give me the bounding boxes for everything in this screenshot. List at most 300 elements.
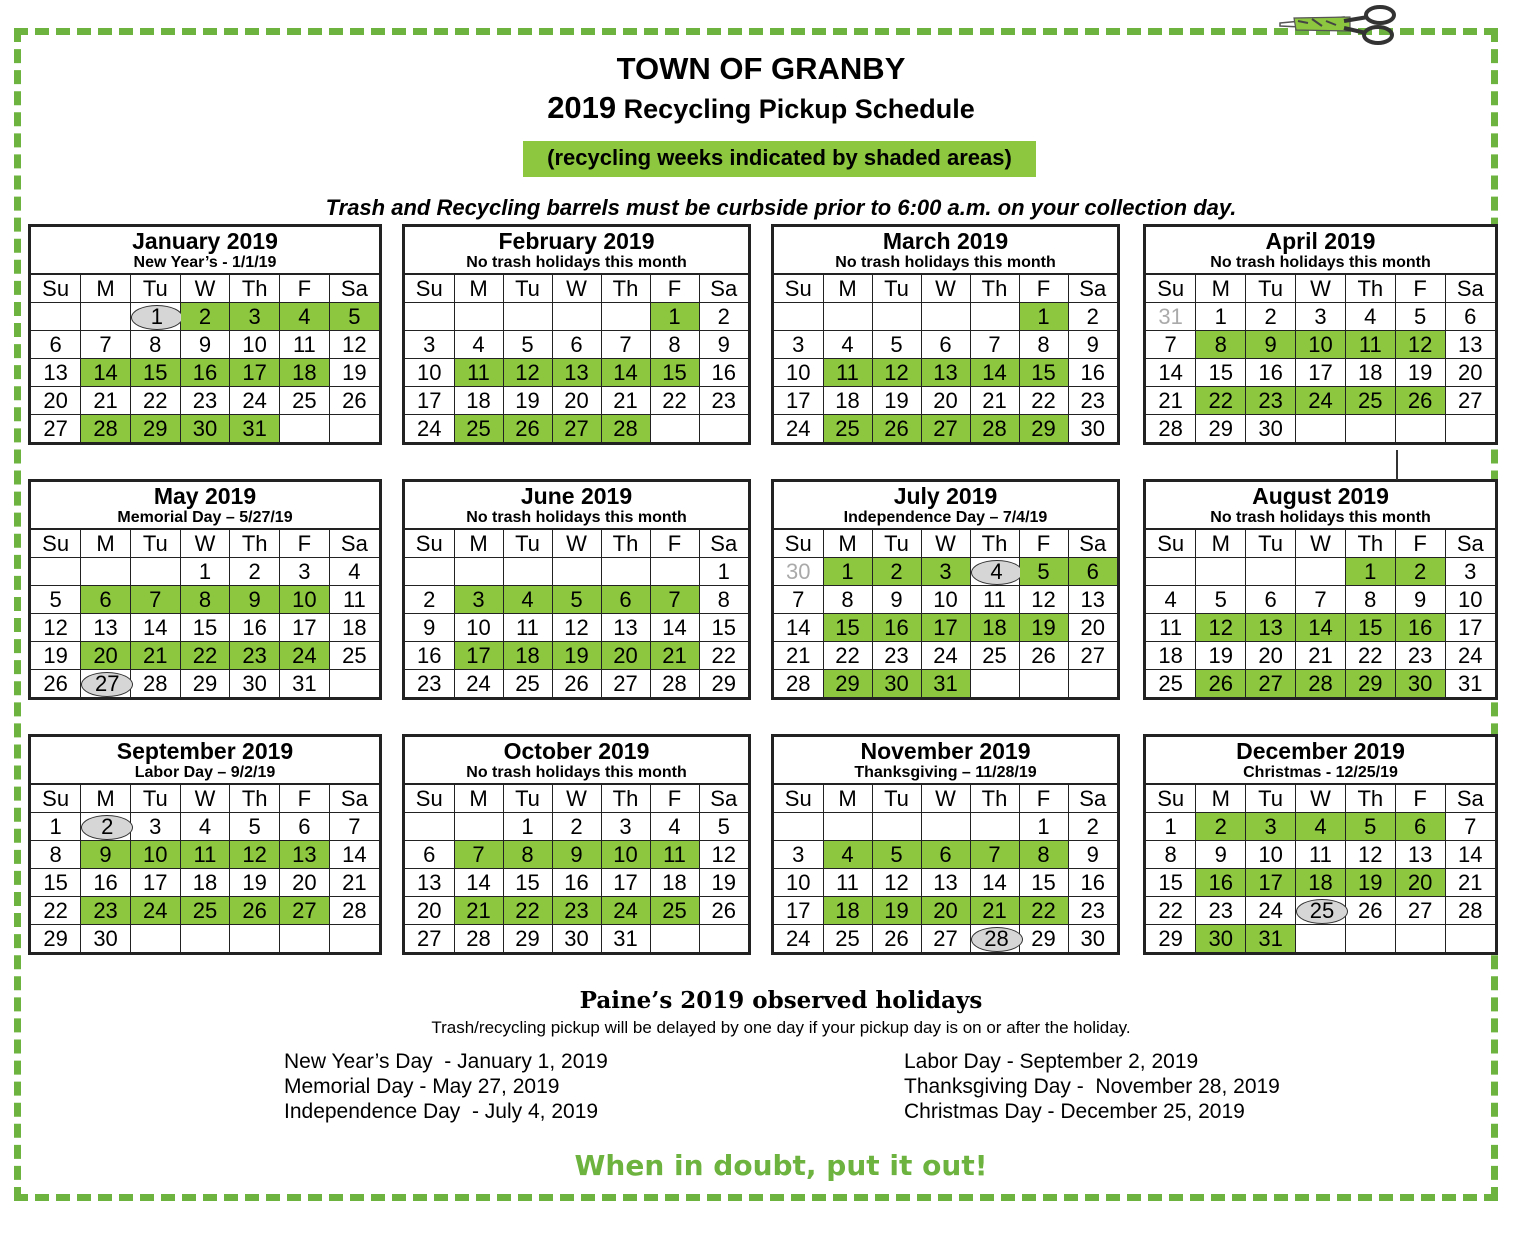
- week-row: [31, 869, 379, 897]
- week-row: [774, 558, 1117, 586]
- slogan: When in doubt, put it out!: [574, 1149, 988, 1182]
- day-cell: 8: [650, 331, 699, 359]
- month-calendar: [1143, 224, 1498, 445]
- weekday-header: F: [650, 530, 699, 558]
- month-header: [774, 482, 1117, 530]
- week-row: [405, 813, 748, 841]
- recycling-day-cell: 27: [921, 415, 970, 443]
- day-cell: 10: [921, 586, 970, 614]
- weekday-header: M: [1196, 275, 1246, 303]
- recycling-day-cell: 2: [180, 303, 230, 331]
- weekday-header: Th: [1345, 530, 1395, 558]
- holiday-circle: 27: [81, 672, 133, 697]
- recycling-day-cell: 6: [921, 841, 970, 869]
- day-cell: 14: [774, 614, 823, 642]
- holiday-circle: 4: [971, 560, 1023, 585]
- day-cell: [1395, 925, 1445, 953]
- month-holiday-note: No trash holidays this month: [466, 509, 687, 526]
- holiday-item: New Year’s Day - January 1, 2019: [284, 1050, 608, 1073]
- holiday-list-left: [284, 1049, 608, 1124]
- day-cell: 17: [774, 387, 823, 415]
- day-cell: 13: [601, 614, 650, 642]
- recycling-day-cell: 29: [1019, 415, 1068, 443]
- month-name: April 2019: [1265, 228, 1376, 254]
- scissors-icon: [1278, 4, 1400, 46]
- week-row: [1146, 813, 1495, 841]
- month-header: [405, 737, 748, 785]
- weekday-header: Su: [1146, 785, 1196, 813]
- recycling-day-cell: 22: [1196, 387, 1246, 415]
- recycling-day-cell: 26: [503, 415, 552, 443]
- recycling-day-cell: 25: [180, 897, 230, 925]
- day-cell: 20: [405, 897, 454, 925]
- week-row: [1146, 387, 1495, 415]
- day-cell: 16: [230, 614, 280, 642]
- recycling-day-cell: 29: [130, 415, 180, 443]
- day-cell: 14: [454, 869, 503, 897]
- recycling-day-cell: 11: [823, 359, 872, 387]
- recycling-day-cell: 12: [230, 841, 280, 869]
- recycling-day-cell: 5: [1345, 813, 1395, 841]
- day-cell: [601, 303, 650, 331]
- weekday-header: Tu: [872, 785, 921, 813]
- week-row: [774, 897, 1117, 925]
- recycling-day-cell: 3: [921, 558, 970, 586]
- weekday-header: Sa: [329, 530, 379, 558]
- recycling-day-cell: 19: [1345, 869, 1395, 897]
- day-cell: 1: [1196, 303, 1246, 331]
- recycling-day-cell: 28: [81, 415, 131, 443]
- recycling-day-cell: 31: [1246, 925, 1296, 953]
- week-row: [405, 897, 748, 925]
- recycling-day-cell: 23: [81, 897, 131, 925]
- day-cell: [1019, 670, 1068, 698]
- holiday-circle: 25: [1296, 899, 1348, 924]
- day-cell: 5: [872, 331, 921, 359]
- month-header: [1146, 737, 1495, 785]
- week-row: [31, 331, 379, 359]
- day-cell: [130, 925, 180, 953]
- day-cell: 18: [454, 387, 503, 415]
- recycling-day-cell: 7: [650, 586, 699, 614]
- week-row: [774, 813, 1117, 841]
- recycling-day-cell: 26: [1196, 670, 1246, 698]
- day-cell: 28: [130, 670, 180, 698]
- day-cell: 9: [405, 614, 454, 642]
- day-cell: 25: [329, 642, 379, 670]
- month-grid: [31, 785, 379, 952]
- day-cell: 5: [31, 586, 81, 614]
- weekday-header: F: [1019, 785, 1068, 813]
- month-calendar: [402, 479, 751, 700]
- recycling-day-cell: 16: [1196, 869, 1246, 897]
- weekday-header: Tu: [503, 785, 552, 813]
- day-cell: 19: [230, 869, 280, 897]
- day-cell: 22: [823, 642, 872, 670]
- day-cell: 2: [1246, 303, 1296, 331]
- day-cell: 27: [405, 925, 454, 953]
- day-cell: 16: [1068, 359, 1117, 387]
- day-cell: 31: [280, 670, 330, 698]
- week-row: [1146, 558, 1495, 586]
- shaded-weeks-note: (recycling weeks indicated by shaded areas): [523, 141, 1036, 177]
- weekday-header: Tu: [1246, 530, 1296, 558]
- recycling-day-cell: 7: [454, 841, 503, 869]
- day-cell: 18: [329, 614, 379, 642]
- holiday-list-right: [904, 1049, 1280, 1124]
- holiday-day-cell: [970, 558, 1019, 586]
- day-cell: 8: [699, 586, 748, 614]
- recycling-day-cell: 17: [230, 359, 280, 387]
- week-row: [1146, 642, 1495, 670]
- recycling-day-cell: 14: [601, 359, 650, 387]
- holiday-item: Christmas Day - December 25, 2019: [904, 1100, 1245, 1123]
- day-cell: 23: [405, 670, 454, 698]
- day-cell: 30: [552, 925, 601, 953]
- day-cell: [823, 303, 872, 331]
- week-row: [31, 586, 379, 614]
- week-row: [31, 642, 379, 670]
- weekday-header: W: [552, 275, 601, 303]
- schedule-year: 2019: [547, 90, 617, 125]
- month-calendar: [771, 734, 1120, 955]
- holiday-day-cell: [130, 303, 180, 331]
- day-cell: 4: [1146, 586, 1196, 614]
- week-row: [774, 841, 1117, 869]
- month-calendar: [28, 734, 382, 955]
- recycling-day-cell: 15: [1019, 359, 1068, 387]
- weekday-header: Th: [970, 275, 1019, 303]
- day-cell: [230, 925, 280, 953]
- week-row: [31, 841, 379, 869]
- day-cell: 14: [1146, 359, 1196, 387]
- recycling-day-cell: 27: [1246, 670, 1296, 698]
- week-row: [405, 670, 748, 698]
- weekday-header: M: [81, 530, 131, 558]
- weekday-header: Tu: [872, 275, 921, 303]
- week-row: [774, 586, 1117, 614]
- day-cell: 2: [699, 303, 748, 331]
- day-cell: 9: [699, 331, 748, 359]
- month-name: November 2019: [860, 738, 1031, 764]
- recycling-day-cell: 8: [503, 841, 552, 869]
- recycling-day-cell: 27: [552, 415, 601, 443]
- weekday-header: Su: [405, 530, 454, 558]
- weekday-header: W: [180, 530, 230, 558]
- day-cell: 20: [1246, 642, 1296, 670]
- month-name: January 2019: [132, 228, 278, 254]
- month-header: [31, 482, 379, 530]
- day-cell: 15: [180, 614, 230, 642]
- day-cell: [1246, 558, 1296, 586]
- recycling-day-cell: 6: [81, 586, 131, 614]
- month-holiday-note: New Year’s - 1/1/19: [133, 254, 277, 271]
- day-cell: [180, 925, 230, 953]
- recycling-day-cell: 28: [601, 415, 650, 443]
- day-cell: 13: [1395, 841, 1445, 869]
- recycling-day-cell: 29: [1345, 670, 1395, 698]
- day-cell: 14: [650, 614, 699, 642]
- day-cell: 21: [601, 387, 650, 415]
- day-cell: 5: [1196, 586, 1246, 614]
- weekday-header: Sa: [1445, 785, 1495, 813]
- weekday-header: W: [180, 275, 230, 303]
- week-row: [31, 303, 379, 331]
- day-cell: [872, 813, 921, 841]
- week-row: [1146, 925, 1495, 953]
- day-cell: 29: [699, 670, 748, 698]
- recycling-day-cell: 12: [1395, 331, 1445, 359]
- weekday-header: Th: [601, 785, 650, 813]
- week-row: [774, 925, 1117, 953]
- month-header: [774, 737, 1117, 785]
- day-cell: [405, 813, 454, 841]
- recycling-day-cell: 19: [872, 897, 921, 925]
- day-cell: 11: [823, 869, 872, 897]
- day-cell: 24: [405, 415, 454, 443]
- weekday-header: Sa: [1068, 530, 1117, 558]
- week-row: [31, 813, 379, 841]
- day-cell: 14: [130, 614, 180, 642]
- month-holiday-note: Thanksgiving – 11/28/19: [854, 764, 1037, 781]
- day-cell: 3: [1445, 558, 1495, 586]
- day-cell: [81, 303, 131, 331]
- day-cell: [1296, 558, 1346, 586]
- day-cell: 12: [31, 614, 81, 642]
- day-cell: 11: [1146, 614, 1196, 642]
- week-row: [1146, 331, 1495, 359]
- day-cell: 9: [1068, 331, 1117, 359]
- day-cell: [1146, 558, 1196, 586]
- day-cell: [329, 925, 379, 953]
- recycling-day-cell: 8: [1196, 331, 1246, 359]
- day-cell: 20: [280, 869, 330, 897]
- day-cell: 23: [1068, 897, 1117, 925]
- day-cell: 28: [329, 897, 379, 925]
- week-row: [405, 841, 748, 869]
- weekday-header: Th: [1345, 785, 1395, 813]
- recycling-day-cell: 5: [872, 841, 921, 869]
- week-row: [405, 387, 748, 415]
- day-cell: [650, 415, 699, 443]
- month-header: [405, 482, 748, 530]
- day-cell: 11: [503, 614, 552, 642]
- recycling-day-cell: 18: [823, 897, 872, 925]
- weekday-header: M: [1196, 530, 1246, 558]
- month-header: [31, 227, 379, 275]
- day-cell: 10: [230, 331, 280, 359]
- day-cell: 1: [180, 558, 230, 586]
- recycling-day-cell: 6: [601, 586, 650, 614]
- weekday-header: Tu: [130, 530, 180, 558]
- month-header: [405, 227, 748, 275]
- recycling-day-cell: 1: [650, 303, 699, 331]
- month-grid: [1146, 530, 1495, 697]
- day-cell: [280, 415, 330, 443]
- month-calendar: [1143, 734, 1498, 955]
- recycling-day-cell: 14: [81, 359, 131, 387]
- day-cell: 8: [130, 331, 180, 359]
- recycling-day-cell: 13: [921, 359, 970, 387]
- day-cell: 14: [970, 869, 1019, 897]
- recycling-day-cell: 17: [454, 642, 503, 670]
- recycling-day-cell: 25: [823, 415, 872, 443]
- recycling-day-cell: 15: [130, 359, 180, 387]
- month-name: July 2019: [893, 483, 998, 509]
- week-row: [1146, 303, 1495, 331]
- recycling-day-cell: 26: [872, 415, 921, 443]
- day-cell: 2: [230, 558, 280, 586]
- recycling-day-cell: 30: [1196, 925, 1246, 953]
- week-row: [1146, 841, 1495, 869]
- day-cell: 26: [1345, 897, 1395, 925]
- recycling-day-cell: 31: [921, 670, 970, 698]
- recycling-day-cell: 18: [503, 642, 552, 670]
- day-cell: 19: [31, 642, 81, 670]
- weekday-header: Tu: [1246, 785, 1296, 813]
- weekday-header: Tu: [1246, 275, 1296, 303]
- day-cell: 10: [405, 359, 454, 387]
- month-grid: [774, 785, 1117, 952]
- day-cell: 17: [601, 869, 650, 897]
- day-cell: 25: [970, 642, 1019, 670]
- day-cell: 12: [872, 869, 921, 897]
- day-cell: 12: [329, 331, 379, 359]
- day-cell: 27: [601, 670, 650, 698]
- day-cell: 13: [81, 614, 131, 642]
- recycling-day-cell: 15: [823, 614, 872, 642]
- weekday-header: W: [921, 530, 970, 558]
- recycling-day-cell: 3: [230, 303, 280, 331]
- recycling-day-cell: 25: [1345, 387, 1395, 415]
- day-cell: 17: [405, 387, 454, 415]
- holiday-circle: 1: [131, 305, 183, 330]
- recycling-day-cell: 12: [503, 359, 552, 387]
- day-cell: 31: [1146, 303, 1196, 331]
- recycling-day-cell: 17: [1246, 869, 1296, 897]
- week-row: [1146, 415, 1495, 443]
- recycling-day-cell: 30: [872, 670, 921, 698]
- day-cell: 16: [1068, 869, 1117, 897]
- week-row: [405, 642, 748, 670]
- day-cell: 25: [503, 670, 552, 698]
- day-cell: [650, 558, 699, 586]
- day-cell: [970, 670, 1019, 698]
- day-cell: 19: [1196, 642, 1246, 670]
- recycling-day-cell: 9: [81, 841, 131, 869]
- day-cell: 28: [774, 670, 823, 698]
- weekday-header: Su: [31, 530, 81, 558]
- day-cell: 2: [1068, 813, 1117, 841]
- recycling-day-cell: 11: [454, 359, 503, 387]
- recycling-day-cell: 2: [872, 558, 921, 586]
- month-name: June 2019: [520, 483, 633, 509]
- day-cell: 26: [699, 897, 748, 925]
- week-row: [405, 586, 748, 614]
- day-cell: 19: [503, 387, 552, 415]
- week-row: [774, 387, 1117, 415]
- week-row: [405, 558, 748, 586]
- day-cell: 6: [280, 813, 330, 841]
- month-holiday-note: No trash holidays this month: [1210, 254, 1431, 271]
- day-cell: [1296, 925, 1346, 953]
- day-cell: 10: [454, 614, 503, 642]
- recycling-day-cell: 20: [921, 897, 970, 925]
- day-cell: [552, 303, 601, 331]
- day-cell: 10: [1445, 586, 1495, 614]
- recycling-day-cell: 13: [280, 841, 330, 869]
- day-cell: [970, 813, 1019, 841]
- day-cell: 11: [1296, 841, 1346, 869]
- month-calendar: [28, 479, 382, 700]
- weekday-header: Th: [601, 275, 650, 303]
- recycling-day-cell: 5: [552, 586, 601, 614]
- day-cell: 29: [503, 925, 552, 953]
- week-row: [774, 614, 1117, 642]
- day-cell: 12: [1345, 841, 1395, 869]
- day-cell: [31, 558, 81, 586]
- recycling-day-cell: 21: [130, 642, 180, 670]
- week-row: [31, 670, 379, 698]
- day-cell: 27: [1068, 642, 1117, 670]
- day-cell: 27: [1445, 387, 1495, 415]
- recycling-day-cell: 21: [650, 642, 699, 670]
- recycling-day-cell: 2: [1395, 558, 1445, 586]
- schedule-subtitle: Recycling Pickup Schedule: [623, 94, 975, 124]
- day-cell: 30: [81, 925, 131, 953]
- day-cell: 24: [1246, 897, 1296, 925]
- week-row: [774, 642, 1117, 670]
- weekday-header: Sa: [329, 275, 379, 303]
- day-cell: 21: [970, 387, 1019, 415]
- week-row: [31, 925, 379, 953]
- weekday-header: Tu: [130, 785, 180, 813]
- recycling-day-cell: 4: [823, 841, 872, 869]
- day-cell: 3: [1296, 303, 1346, 331]
- day-cell: 1: [31, 813, 81, 841]
- weekday-header: W: [552, 785, 601, 813]
- recycling-day-cell: 1: [1345, 558, 1395, 586]
- recycling-day-cell: 19: [552, 642, 601, 670]
- month-grid: [31, 530, 379, 697]
- day-cell: 4: [650, 813, 699, 841]
- day-cell: 20: [31, 387, 81, 415]
- day-cell: 1: [1146, 813, 1196, 841]
- month-header: [774, 227, 1117, 275]
- recycling-day-cell: 1: [1019, 303, 1068, 331]
- day-cell: 15: [1019, 869, 1068, 897]
- recycling-day-cell: 16: [872, 614, 921, 642]
- recycling-day-cell: 31: [230, 415, 280, 443]
- holidays-title: Paine’s 2019 observed holidays: [579, 987, 983, 1014]
- day-cell: 30: [774, 558, 823, 586]
- holiday-day-cell: [1296, 897, 1346, 925]
- day-cell: [405, 558, 454, 586]
- day-cell: [454, 813, 503, 841]
- recycling-day-cell: 7: [130, 586, 180, 614]
- recycling-day-cell: 9: [230, 586, 280, 614]
- weekday-header: Sa: [699, 530, 748, 558]
- day-cell: 18: [180, 869, 230, 897]
- day-cell: 26: [329, 387, 379, 415]
- recycling-day-cell: 20: [1395, 869, 1445, 897]
- weekday-header: Sa: [1068, 275, 1117, 303]
- holiday-item: Thanksgiving Day - November 28, 2019: [904, 1075, 1280, 1098]
- day-cell: 13: [921, 869, 970, 897]
- recycling-day-cell: 9: [1246, 331, 1296, 359]
- month-name: March 2019: [882, 228, 1009, 254]
- weekday-header: Th: [601, 530, 650, 558]
